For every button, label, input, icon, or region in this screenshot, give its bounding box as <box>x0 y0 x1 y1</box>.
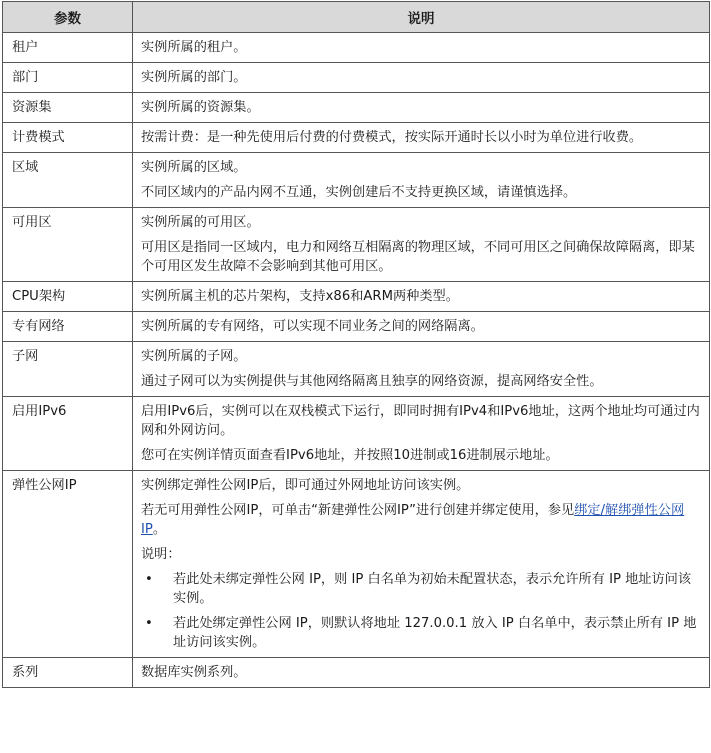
desc-text: 实例所属的子网。 <box>141 349 247 364</box>
param-cell: 区域 <box>3 153 133 208</box>
desc-text: 不同区域内的产品内网不互通，实例创建后不支持更换区域，请谨慎选择。 <box>141 185 577 200</box>
param-cell: 资源集 <box>3 93 133 123</box>
desc-cell <box>133 208 710 282</box>
desc-cell <box>133 397 710 471</box>
table-row <box>3 312 710 342</box>
list-item <box>141 570 701 608</box>
table-row <box>3 208 710 282</box>
desc-cell <box>133 93 710 123</box>
bullet-icon: • <box>145 616 153 631</box>
table-row <box>3 342 710 397</box>
param-cell: 系列 <box>3 658 133 688</box>
table-row <box>3 93 710 123</box>
list-item <box>141 614 701 652</box>
desc-cell <box>133 282 710 312</box>
desc-text-with-link <box>141 501 701 539</box>
desc-text: 实例所属的可用区。 <box>141 215 260 230</box>
desc-cell <box>133 153 710 208</box>
header-desc: 说明 <box>133 2 710 33</box>
param-cell: 计费模式 <box>3 123 133 153</box>
parameter-table <box>2 1 710 688</box>
table-row <box>3 282 710 312</box>
desc-text: 数据库实例系列。 <box>141 665 247 680</box>
table-header-row <box>3 2 710 33</box>
desc-cell <box>133 33 710 63</box>
param-cell: 部门 <box>3 63 133 93</box>
desc-text-suffix: 。 <box>152 522 167 537</box>
param-cell: 启用IPv6 <box>3 397 133 471</box>
table-row <box>3 153 710 208</box>
list-item-text: 若此处绑定弹性公网 IP，则默认将地址 127.0.0.1 放入 IP 白名单中，表示禁止所有 IP 地址访问该实例。 <box>173 616 697 650</box>
desc-text: 实例所属的租户。 <box>141 40 247 55</box>
table-row <box>3 63 710 93</box>
desc-cell <box>133 63 710 93</box>
param-cell: 弹性公网IP <box>3 471 133 658</box>
desc-text: 实例绑定弹性公网IP后，即可通过外网地址访问该实例。 <box>141 478 470 493</box>
desc-text: 您可在实例详情页面查看IPv6地址，并按照10进制或16进制展示地址。 <box>141 448 559 463</box>
desc-text: 可用区是指同一区域内，电力和网络互相隔离的物理区域，不同可用区之间确保故障隔离，即某个可用区发生故障不会影响到其他可用区。 <box>141 240 695 274</box>
desc-text: 实例所属的资源集。 <box>141 100 260 115</box>
param-cell: 租户 <box>3 33 133 63</box>
desc-text-prefix: 若无可用弹性公网IP，可单击“新建弹性公网IP”进行创建并绑定使用，参见 <box>141 503 575 518</box>
desc-text: 启用IPv6后，实例可以在双栈模式下运行，即同时拥有IPv4和IPv6地址，这两个地址均可通过内网和外网访问。 <box>141 404 700 438</box>
bullet-icon: • <box>145 572 153 587</box>
table-row <box>3 123 710 153</box>
desc-cell <box>133 342 710 397</box>
desc-text: 通过子网可以为实例提供与其他网络隔离且独享的网络资源，提高网络安全性。 <box>141 374 603 389</box>
bind-eip-link[interactable]: 绑定/解绑弹性公网IP <box>141 503 685 537</box>
note-label: 说明： <box>141 547 181 562</box>
desc-text: 按需计费：是一种先使用后付费的付费模式，按实际开通时长以小时为单位进行收费。 <box>141 130 643 145</box>
table-row <box>3 471 710 658</box>
param-cell: CPU架构 <box>3 282 133 312</box>
note-list <box>141 570 701 652</box>
table-row <box>3 397 710 471</box>
list-item-text: 若此处未绑定弹性公网 IP，则 IP 白名单为初始未配置状态，表示允许所有 IP 地址访问该实例。 <box>173 572 692 606</box>
table-row <box>3 658 710 688</box>
param-cell: 可用区 <box>3 208 133 282</box>
param-cell: 子网 <box>3 342 133 397</box>
desc-text: 实例所属主机的芯片架构，支持x86和ARM两种类型。 <box>141 289 459 304</box>
table-row <box>3 33 710 63</box>
desc-text: 实例所属的专有网络，可以实现不同业务之间的网络隔离。 <box>141 319 484 334</box>
desc-cell <box>133 658 710 688</box>
desc-cell <box>133 123 710 153</box>
param-cell: 专有网络 <box>3 312 133 342</box>
desc-text: 实例所属的部门。 <box>141 70 247 85</box>
header-param: 参数 <box>3 2 133 33</box>
desc-text: 实例所属的区域。 <box>141 160 247 175</box>
desc-cell <box>133 471 710 658</box>
desc-cell <box>133 312 710 342</box>
